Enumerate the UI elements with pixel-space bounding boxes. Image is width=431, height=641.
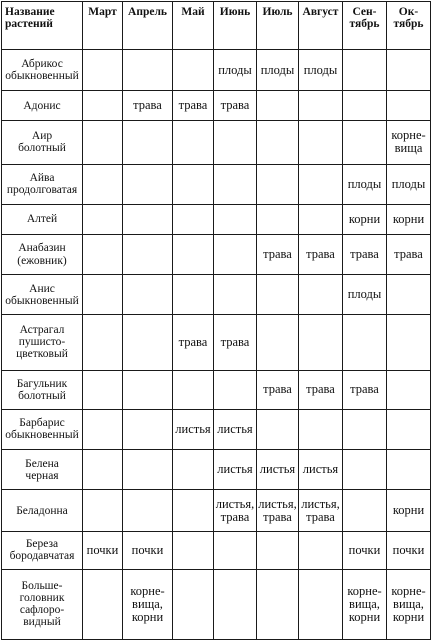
harvest-cell (173, 164, 214, 204)
harvest-cell (343, 449, 387, 489)
harvest-cell: трава (387, 234, 431, 274)
plant-name-cell: Аир болотный (2, 121, 83, 164)
harvest-cell (123, 204, 173, 234)
harvest-cell (257, 164, 299, 204)
plant-name-cell: Больше- головник сафлоро- видный (2, 569, 83, 639)
harvest-cell (123, 409, 173, 449)
plant-name-cell: Анис обыкновенный (2, 275, 83, 315)
month-header: Апрель (123, 2, 173, 50)
harvest-cell (173, 50, 214, 91)
harvest-cell (123, 315, 173, 370)
harvest-cell (387, 449, 431, 489)
harvest-cell (299, 275, 343, 315)
harvest-cell: корни (387, 490, 431, 532)
harvest-cell: листья, трава (214, 490, 257, 532)
plant-name-cell: Адонис (2, 91, 83, 121)
month-header: Июль (257, 2, 299, 50)
harvest-cell (299, 409, 343, 449)
plant-name-cell: Астрагал пушисто- цветковый (2, 315, 83, 370)
harvest-cell (173, 569, 214, 639)
harvest-cell (257, 409, 299, 449)
plant-name-header: Название растений (2, 2, 83, 50)
harvest-cell (173, 532, 214, 569)
harvest-cell (299, 164, 343, 204)
harvest-cell (257, 569, 299, 639)
month-header: Август (299, 2, 343, 50)
plant-name-cell: Беладонна (2, 490, 83, 532)
harvest-cell (214, 121, 257, 164)
harvest-cell (257, 315, 299, 370)
harvest-cell: корне- вища, корни (123, 569, 173, 639)
harvest-cell (173, 204, 214, 234)
harvest-cell (173, 234, 214, 274)
harvest-cell (387, 275, 431, 315)
harvest-cell: листья (214, 409, 257, 449)
harvest-cell (343, 121, 387, 164)
plant-name-cell: Абрикос обыкновенный (2, 50, 83, 91)
plant-name-cell: Барбарис обыкновенный (2, 409, 83, 449)
harvest-cell (83, 275, 123, 315)
harvest-cell (83, 449, 123, 489)
harvest-cell (387, 315, 431, 370)
harvest-cell (123, 370, 173, 409)
harvest-cell (173, 449, 214, 489)
harvest-cell (83, 370, 123, 409)
harvest-cell (387, 370, 431, 409)
month-header: Ок- тябрь (387, 2, 431, 50)
harvest-cell (214, 532, 257, 569)
table-row (2, 234, 431, 274)
harvest-cell: почки (83, 532, 123, 569)
harvest-cell (387, 50, 431, 91)
harvest-cell: трава (214, 315, 257, 370)
harvest-cell: трава (173, 91, 214, 121)
month-header: Май (173, 2, 214, 50)
harvest-cell (83, 315, 123, 370)
harvest-cell: корни (343, 204, 387, 234)
harvest-cell: плоды (343, 164, 387, 204)
table-row (2, 50, 431, 91)
harvest-calendar-table (1, 1, 431, 640)
harvest-cell: трава (257, 234, 299, 274)
harvest-cell (123, 449, 173, 489)
harvest-cell: листья (299, 449, 343, 489)
harvest-cell (83, 50, 123, 91)
month-header: Март (83, 2, 123, 50)
harvest-cell (123, 164, 173, 204)
harvest-cell (173, 275, 214, 315)
table-row (2, 275, 431, 315)
harvest-cell (83, 121, 123, 164)
table-row (2, 532, 431, 569)
table-row (2, 490, 431, 532)
harvest-cell: трава (214, 91, 257, 121)
harvest-cell: плоды (343, 275, 387, 315)
harvest-cell (83, 91, 123, 121)
month-header: Июнь (214, 2, 257, 50)
harvest-cell: плоды (299, 50, 343, 91)
harvest-cell: корне- вища, корни (343, 569, 387, 639)
harvest-cell (123, 490, 173, 532)
harvest-cell (173, 490, 214, 532)
harvest-cell (173, 370, 214, 409)
harvest-cell (299, 121, 343, 164)
harvest-cell: почки (387, 532, 431, 569)
harvest-cell (214, 164, 257, 204)
table-row (2, 370, 431, 409)
harvest-cell: трава (299, 370, 343, 409)
harvest-cell (83, 204, 123, 234)
table-row (2, 315, 431, 370)
harvest-cell: трава (257, 370, 299, 409)
harvest-cell (123, 234, 173, 274)
harvest-cell (387, 91, 431, 121)
harvest-cell (299, 569, 343, 639)
plant-name-cell: Белена черная (2, 449, 83, 489)
harvest-cell (83, 409, 123, 449)
table-row (2, 569, 431, 639)
table-row (2, 204, 431, 234)
harvest-cell (173, 121, 214, 164)
harvest-cell (343, 315, 387, 370)
harvest-cell (214, 370, 257, 409)
harvest-cell (299, 315, 343, 370)
header-row (2, 2, 431, 50)
harvest-cell (214, 204, 257, 234)
table-row (2, 164, 431, 204)
harvest-cell (257, 275, 299, 315)
harvest-cell (214, 275, 257, 315)
harvest-cell: трава (343, 370, 387, 409)
harvest-cell: листья, трава (257, 490, 299, 532)
harvest-cell (343, 490, 387, 532)
harvest-cell (257, 121, 299, 164)
harvest-cell (214, 569, 257, 639)
harvest-cell: листья (257, 449, 299, 489)
harvest-cell: трава (299, 234, 343, 274)
harvest-cell (83, 164, 123, 204)
harvest-cell (343, 409, 387, 449)
harvest-cell (83, 569, 123, 639)
harvest-cell: почки (343, 532, 387, 569)
harvest-cell (257, 204, 299, 234)
harvest-cell (257, 532, 299, 569)
harvest-cell (123, 275, 173, 315)
harvest-cell (214, 234, 257, 274)
plant-name-cell: Береза бородавчатая (2, 532, 83, 569)
plant-name-cell: Алтей (2, 204, 83, 234)
harvest-cell (343, 50, 387, 91)
harvest-cell: плоды (387, 164, 431, 204)
harvest-cell: трава (173, 315, 214, 370)
harvest-cell: корне- вища, корни (387, 569, 431, 639)
harvest-cell: почки (123, 532, 173, 569)
table-row (2, 121, 431, 164)
harvest-cell (299, 532, 343, 569)
harvest-cell: трава (343, 234, 387, 274)
table-row (2, 409, 431, 449)
harvest-cell (257, 91, 299, 121)
plant-name-cell: Анабазин (ежовник) (2, 234, 83, 274)
harvest-cell: корни (387, 204, 431, 234)
harvest-cell: листья (214, 449, 257, 489)
harvest-cell (123, 121, 173, 164)
table-row (2, 91, 431, 121)
month-header: Сен- тябрь (343, 2, 387, 50)
harvest-cell: трава (123, 91, 173, 121)
plant-name-cell: Багульник болотный (2, 370, 83, 409)
harvest-cell: плоды (214, 50, 257, 91)
harvest-cell: плоды (257, 50, 299, 91)
harvest-cell: листья (173, 409, 214, 449)
harvest-cell (299, 91, 343, 121)
harvest-cell (387, 409, 431, 449)
harvest-cell (83, 234, 123, 274)
plant-name-cell: Айва продолговатая (2, 164, 83, 204)
harvest-cell (83, 490, 123, 532)
harvest-cell (343, 91, 387, 121)
harvest-cell: листья, трава (299, 490, 343, 532)
harvest-cell (123, 50, 173, 91)
table-row (2, 449, 431, 489)
harvest-cell: корне- вища (387, 121, 431, 164)
harvest-cell (299, 204, 343, 234)
